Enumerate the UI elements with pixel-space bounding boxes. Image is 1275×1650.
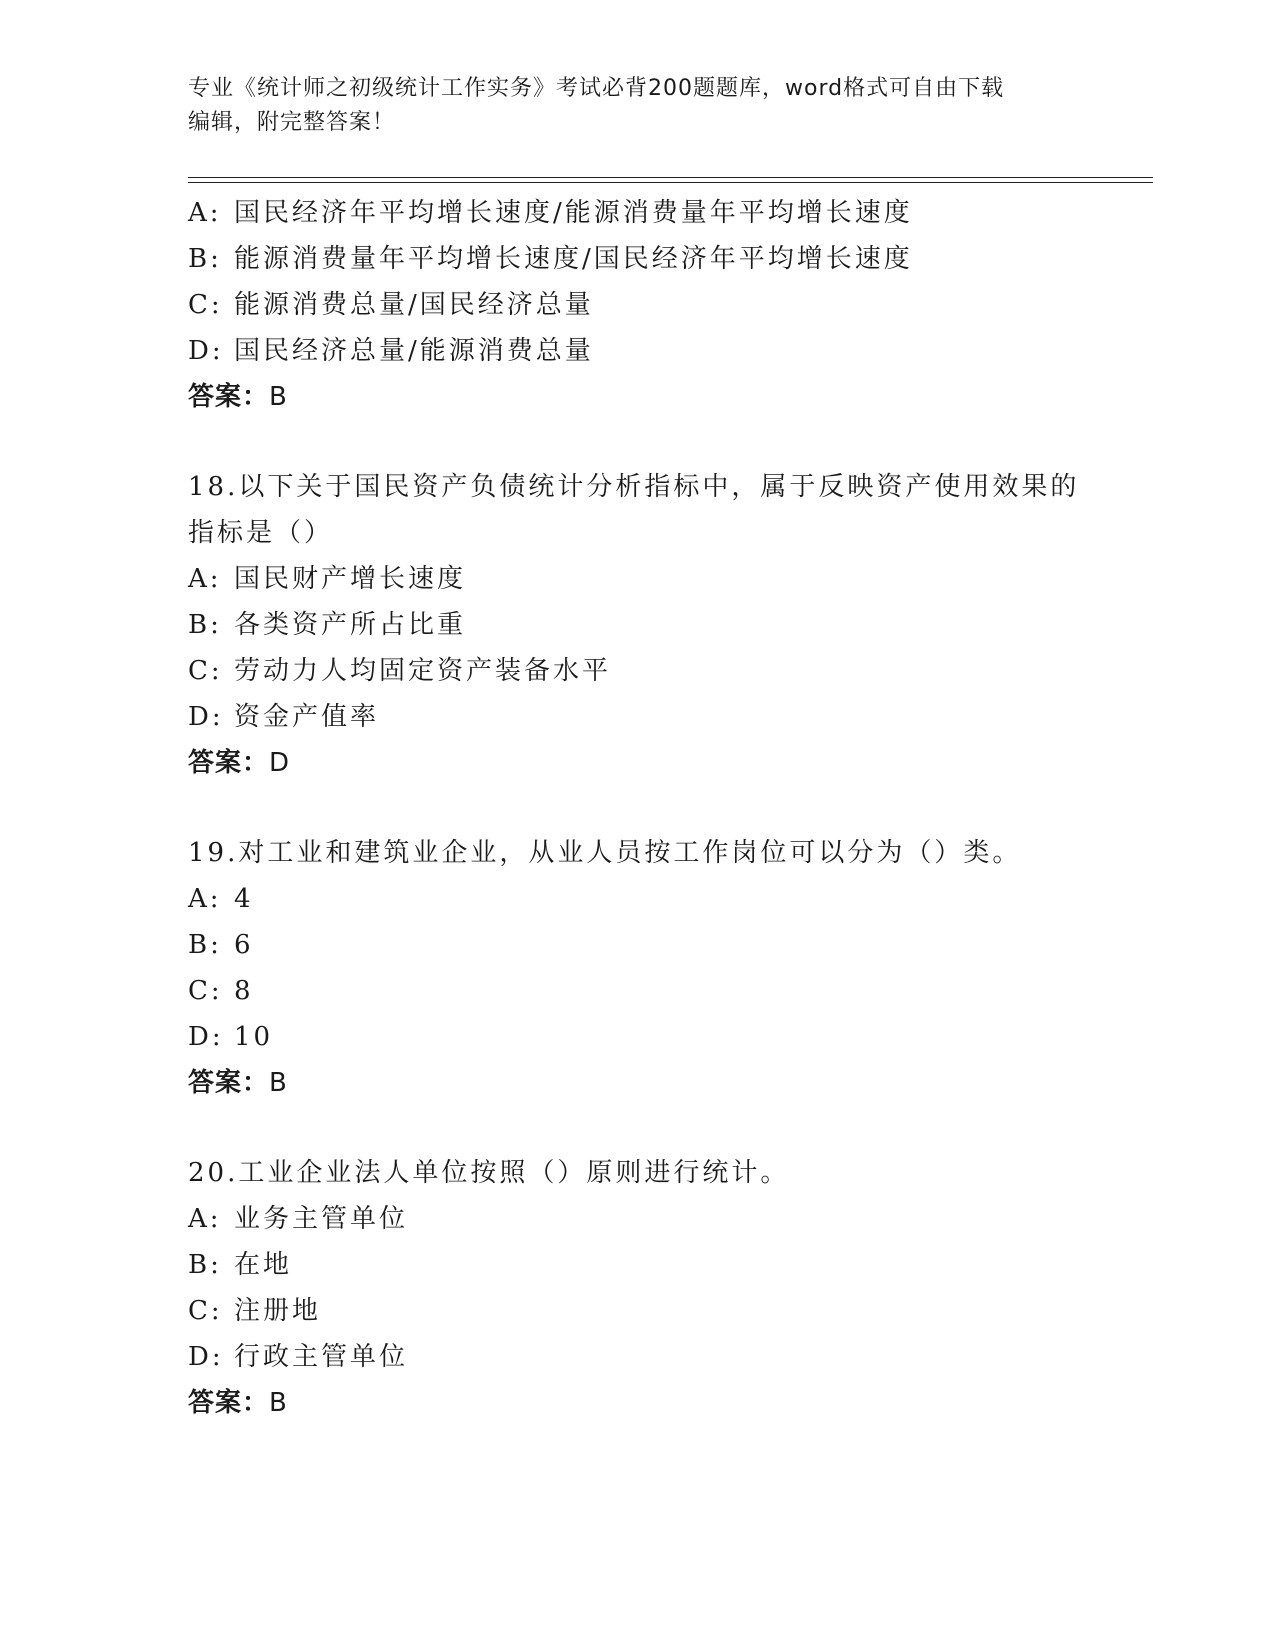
question-title-line-2: 指标是（）: [188, 518, 334, 548]
question-title: [188, 830, 1088, 876]
question-title: [188, 464, 1088, 556]
answer-value: B: [269, 1388, 288, 1418]
option-text: 国民经济总量/能源消费总量: [234, 336, 594, 366]
header-divider-top: [188, 177, 1153, 178]
option-text: 国民经济年平均增长速度/能源消费量年平均增长速度: [234, 198, 913, 228]
option-key: B:: [188, 610, 222, 640]
option-text: 10: [234, 1022, 274, 1052]
option-text: 各类资产所占比重: [234, 610, 467, 640]
option-b: [188, 602, 1088, 648]
answer-label: 答案：: [188, 748, 270, 778]
option-key: A:: [188, 1204, 222, 1234]
answer-label: 答案：: [188, 1388, 270, 1418]
option-b: [188, 1242, 1088, 1288]
option-key: A:: [188, 884, 222, 914]
answer-value: B: [269, 382, 288, 412]
option-key: C:: [188, 656, 223, 686]
question-title-line-1: 20.工业企业法人单位按照（）原则进行统计。: [188, 1158, 790, 1188]
option-text: 资金产值率: [234, 702, 380, 732]
option-text: 注册地: [234, 1296, 322, 1326]
question-19: [188, 830, 1088, 1106]
option-key: A:: [188, 198, 222, 228]
option-key: D:: [188, 1342, 224, 1372]
option-a: [188, 190, 1088, 236]
option-text: 行政主管单位: [234, 1342, 409, 1372]
option-key: B:: [188, 1250, 222, 1280]
option-key: C:: [188, 290, 223, 320]
header-divider-bottom: [188, 182, 1153, 183]
option-d: [188, 694, 1088, 740]
question-17-continuation: [188, 190, 1088, 420]
option-text: 劳动力人均固定资产装备水平: [234, 656, 612, 686]
answer-line: [188, 1380, 1088, 1426]
option-key: D:: [188, 336, 224, 366]
option-text: 能源消费量年平均增长速度/国民经济年平均增长速度: [234, 244, 913, 274]
option-c: [188, 282, 1088, 328]
option-key: B:: [188, 930, 222, 960]
answer-label: 答案：: [188, 1068, 270, 1098]
option-c: [188, 1288, 1088, 1334]
header-line-2: 编辑，附完整答案！: [188, 110, 396, 135]
option-a: [188, 556, 1088, 602]
option-d: [188, 328, 1088, 374]
question-title: [188, 1150, 1088, 1196]
document-header: [188, 72, 1068, 140]
option-text: 能源消费总量/国民经济总量: [234, 290, 594, 320]
option-key: B:: [188, 244, 222, 274]
option-text: 业务主管单位: [234, 1204, 409, 1234]
option-a: [188, 1196, 1088, 1242]
answer-label: 答案：: [188, 382, 270, 412]
header-line-1: 专业《统计师之初级统计工作实务》考试必背200题题库，word格式可自由下载: [188, 76, 1005, 101]
question-title-line-1: 18.以下关于国民资产负债统计分析指标中，属于反映资产使用效果的: [188, 472, 1080, 502]
option-text: 国民财产增长速度: [234, 564, 467, 594]
option-b: [188, 922, 1088, 968]
option-b: [188, 236, 1088, 282]
answer-value: D: [269, 748, 291, 778]
answer-line: [188, 740, 1088, 786]
option-text: 在地: [234, 1250, 293, 1280]
option-key: A:: [188, 564, 222, 594]
answer-line: [188, 1060, 1088, 1106]
option-c: [188, 968, 1088, 1014]
option-a: [188, 876, 1088, 922]
option-key: D:: [188, 1022, 224, 1052]
question-title-line-1: 19.对工业和建筑业企业，从业人员按工作岗位可以分为（）类。: [188, 838, 1022, 868]
option-text: 8: [234, 976, 254, 1006]
option-text: 4: [234, 884, 254, 914]
option-text: 6: [234, 930, 254, 960]
question-18: [188, 464, 1088, 786]
option-c: [188, 648, 1088, 694]
answer-line: [188, 374, 1088, 420]
question-content: [188, 190, 1088, 1426]
answer-value: B: [269, 1068, 288, 1098]
option-key: D:: [188, 702, 224, 732]
option-d: [188, 1334, 1088, 1380]
option-d: [188, 1014, 1088, 1060]
option-key: C:: [188, 976, 223, 1006]
question-20: [188, 1150, 1088, 1426]
option-key: C:: [188, 1296, 223, 1326]
